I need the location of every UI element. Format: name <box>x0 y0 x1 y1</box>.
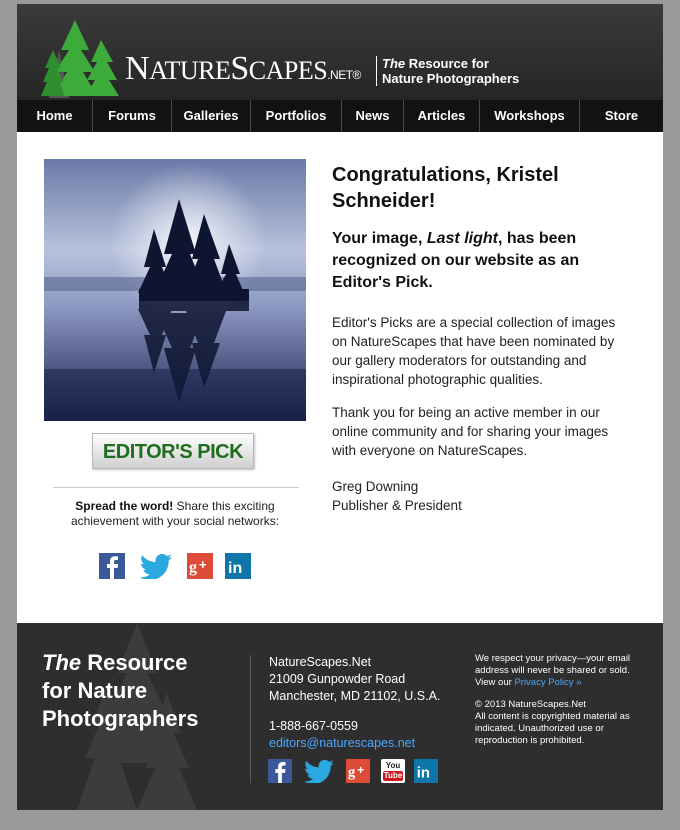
copyright-notice: © 2013 NatureScapes.Net All content is copyrighted material as indicated. Unauthorized use or reproduction is prohibited. <box>475 699 630 746</box>
google-plus-icon[interactable] <box>346 759 370 783</box>
nav-articles[interactable]: Articles <box>404 100 480 132</box>
nav-forums[interactable]: Forums <box>93 100 172 132</box>
nav-news[interactable]: News <box>342 100 404 132</box>
footer-social-icons <box>268 759 438 787</box>
footer-slogan: The Resource for Nature Photographers <box>42 650 199 731</box>
signature-role: Publisher & President <box>332 498 462 513</box>
facebook-icon[interactable] <box>99 553 125 579</box>
nav-portfolios[interactable]: Portfolios <box>251 100 342 132</box>
footer-phone: 1-888-667-0559 <box>269 719 358 733</box>
thank-you-text: Thank you for being an active member in our online community and for sharing your images with everyone on NatureScapes. <box>332 405 609 458</box>
google-plus-icon[interactable] <box>187 553 213 579</box>
privacy-notice: We respect your privacy—your email address will never be shared or sold. View our Privacy Policy » <box>475 653 631 688</box>
signature-name: Greg Downing <box>332 479 419 494</box>
svg-text:in: in <box>228 560 243 577</box>
youtube-icon[interactable]: You Tube <box>381 759 405 783</box>
nav-workshops[interactable]: Workshops <box>480 100 580 132</box>
main-content <box>17 132 663 623</box>
facebook-icon[interactable] <box>268 759 292 783</box>
svg-text:+: + <box>199 557 207 572</box>
recognition-subheading: Your image, Last light, has been recognized on our website as an Editor's Pick. <box>332 230 580 291</box>
logo-divider <box>376 56 377 86</box>
linkedin-icon[interactable] <box>225 553 251 579</box>
email-frame <box>17 4 663 810</box>
nav-store[interactable]: Store <box>604 108 639 123</box>
nav-galleries[interactable]: Galleries <box>172 100 251 132</box>
divider <box>53 487 299 488</box>
svg-text:+: + <box>357 762 365 777</box>
pine-trees-logo-icon <box>39 10 129 100</box>
main-nav <box>17 100 663 132</box>
footer-divider <box>250 655 251 783</box>
privacy-policy-link[interactable]: Privacy Policy » <box>514 677 582 688</box>
svg-text:g: g <box>347 764 356 781</box>
logo-wordmark[interactable]: NATURESCAPES.NET® <box>125 50 361 87</box>
signature <box>332 477 462 515</box>
featured-photo[interactable] <box>44 159 306 421</box>
nav-home[interactable]: Home <box>17 100 93 132</box>
twitter-icon[interactable] <box>303 759 335 783</box>
svg-text:g: g <box>189 559 197 576</box>
svg-text:in: in <box>416 765 430 782</box>
share-icons <box>99 553 259 583</box>
header <box>17 4 663 100</box>
footer-address: NatureScapes.Net 21009 Gunpowder Road Manchester, MD 21102, U.S.A. <box>269 655 441 703</box>
editors-pick-badge: EDITOR'S PICK <box>92 433 254 469</box>
congratulations-headline: Congratulations, Kristel Schneider! <box>332 164 559 212</box>
twitter-icon[interactable] <box>139 553 173 579</box>
editors-picks-description: Editor's Picks are a special collection of images on NatureScapes that have been nominated by our gallery moderators for outstanding and inspirational photographic qualities. <box>332 315 616 387</box>
header-tagline: The Resource for Nature Photographers <box>382 56 520 86</box>
linkedin-icon[interactable] <box>414 759 438 783</box>
footer-email-link[interactable]: editors@naturescapes.net <box>269 736 416 750</box>
footer <box>17 623 663 810</box>
spread-the-word-text: Spread the word! Share this exciting achievement with your social networks: <box>70 499 280 528</box>
